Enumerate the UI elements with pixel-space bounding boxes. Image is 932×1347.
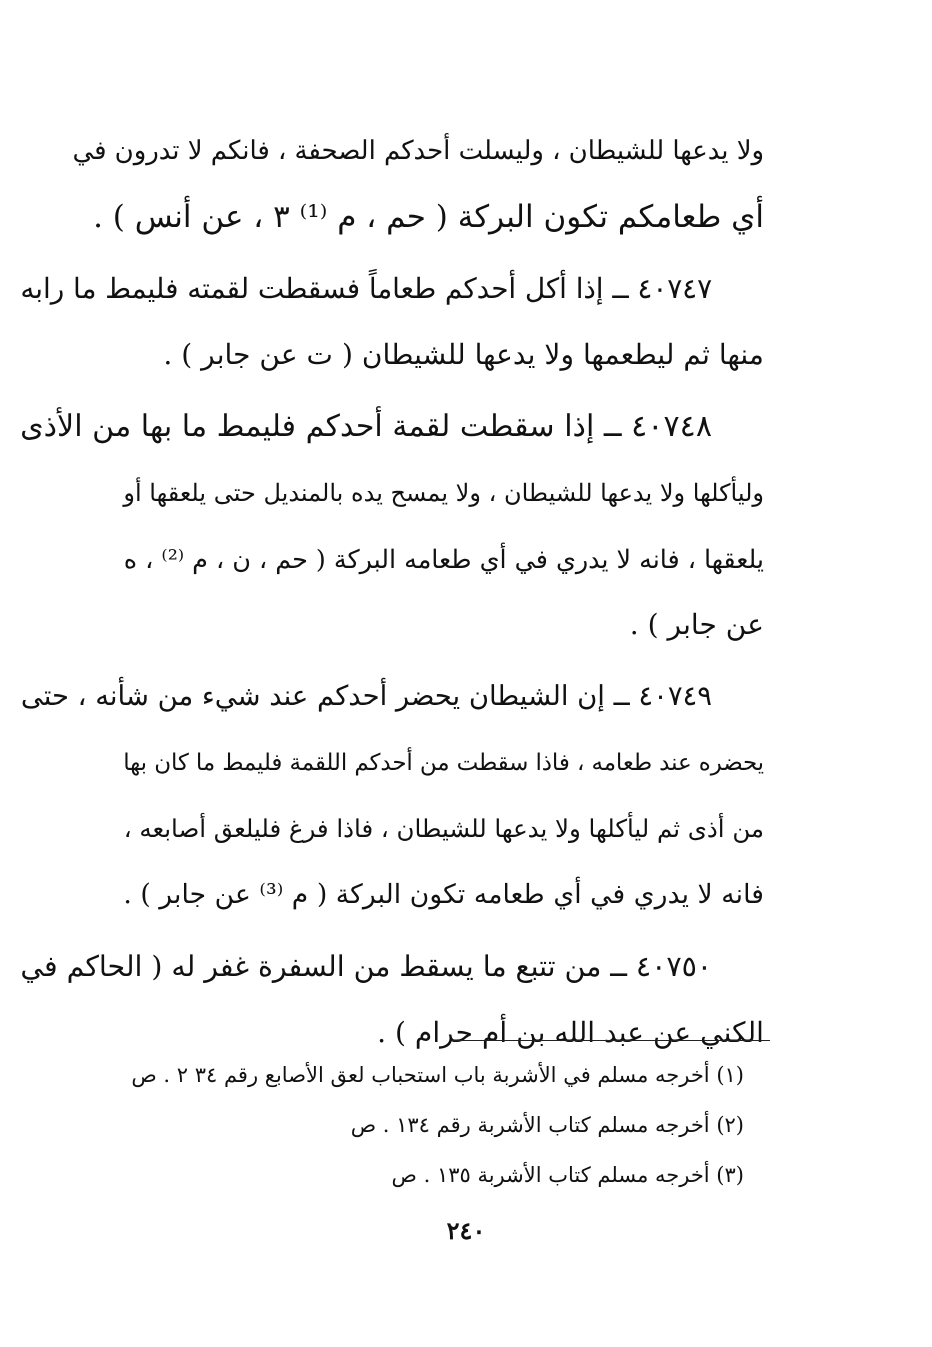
text-line: منها ثم ليطعمها ولا يدعها للشيطان ( ت عن جابر ) . — [163, 338, 764, 371]
footnote-separator — [452, 1040, 770, 1041]
text-line: ٤٠٧٤٨ ــ إذا سقطت لقمة أحدكم فليمط ما بها من الأذى — [20, 409, 712, 444]
main-text — [20, 118, 764, 1072]
text-line: أي طعامكم تكون البركة ( حم ، م ⁽¹⁾ ٣ ، عن أنس ) . — [93, 199, 764, 235]
hadith-paragraph-40747 — [20, 256, 764, 388]
text-line: يلعقها ، فانه لا يدري في أي طعامه البركة ( حم ، ن ، م ⁽²⁾ ، ه — [123, 544, 764, 574]
text-line: وليأكلها ولا يدعها للشيطان ، ولا يمسح يده بالمنديل حتى يلعقها أو — [123, 479, 764, 507]
text-line: عن جابر ) . — [629, 608, 764, 641]
text-line: الكني عن عبد الله بن أم حرام ) . — [377, 1016, 764, 1049]
footnote-3: (٣) أخرجه مسلم كتاب الأشربة ١٣٥ . ص — [391, 1163, 744, 1187]
text-line: ٤٠٧٥٠ ــ من تتبع ما يسقط من السفرة غفر له ( الحاكم في — [20, 950, 712, 983]
footnote-2: (٢) أخرجه مسلم كتاب الأشربة رقم ١٣٤ . ص — [350, 1113, 744, 1137]
hadith-paragraph-continued — [58, 118, 764, 250]
footnote-1: (١) أخرجه مسلم في الأشربة باب استحباب لعق الأصابع رقم ٣٤ ٢ . ص — [131, 1063, 744, 1087]
hadith-paragraph-40748 — [20, 394, 764, 658]
footnotes — [60, 1050, 744, 1200]
text-line: يحضره عند طعامه ، فاذا سقطت من أحدكم اللقمة فليمط ما كان بها — [123, 750, 764, 776]
text-line: فانه لا يدري في أي طعامه تكون البركة ( م ⁽³⁾ عن جابر ) . — [123, 879, 764, 910]
hadith-paragraph-40749 — [20, 664, 764, 928]
text-line: ٤٠٧٤٧ ــ إذا أكل أحدكم طعاماً فسقطت لقمته فليمط ما رابه — [20, 272, 712, 305]
hadith-paragraph-40750 — [20, 934, 764, 1066]
text-line: ولا يدعها للشيطان ، وليسلت أحدكم الصحفة ، فانكم لا تدرون في — [72, 136, 764, 166]
page-number: ٢٤٠ — [446, 1216, 486, 1245]
text-line: ٤٠٧٤٩ ــ إن الشيطان يحضر أحدكم عند شيء من شأنه ، حتى — [20, 681, 712, 712]
text-line: من أذى ثم ليأكلها ولا يدعها للشيطان ، فاذا فرغ فليلعق أصابعه ، — [123, 814, 764, 843]
